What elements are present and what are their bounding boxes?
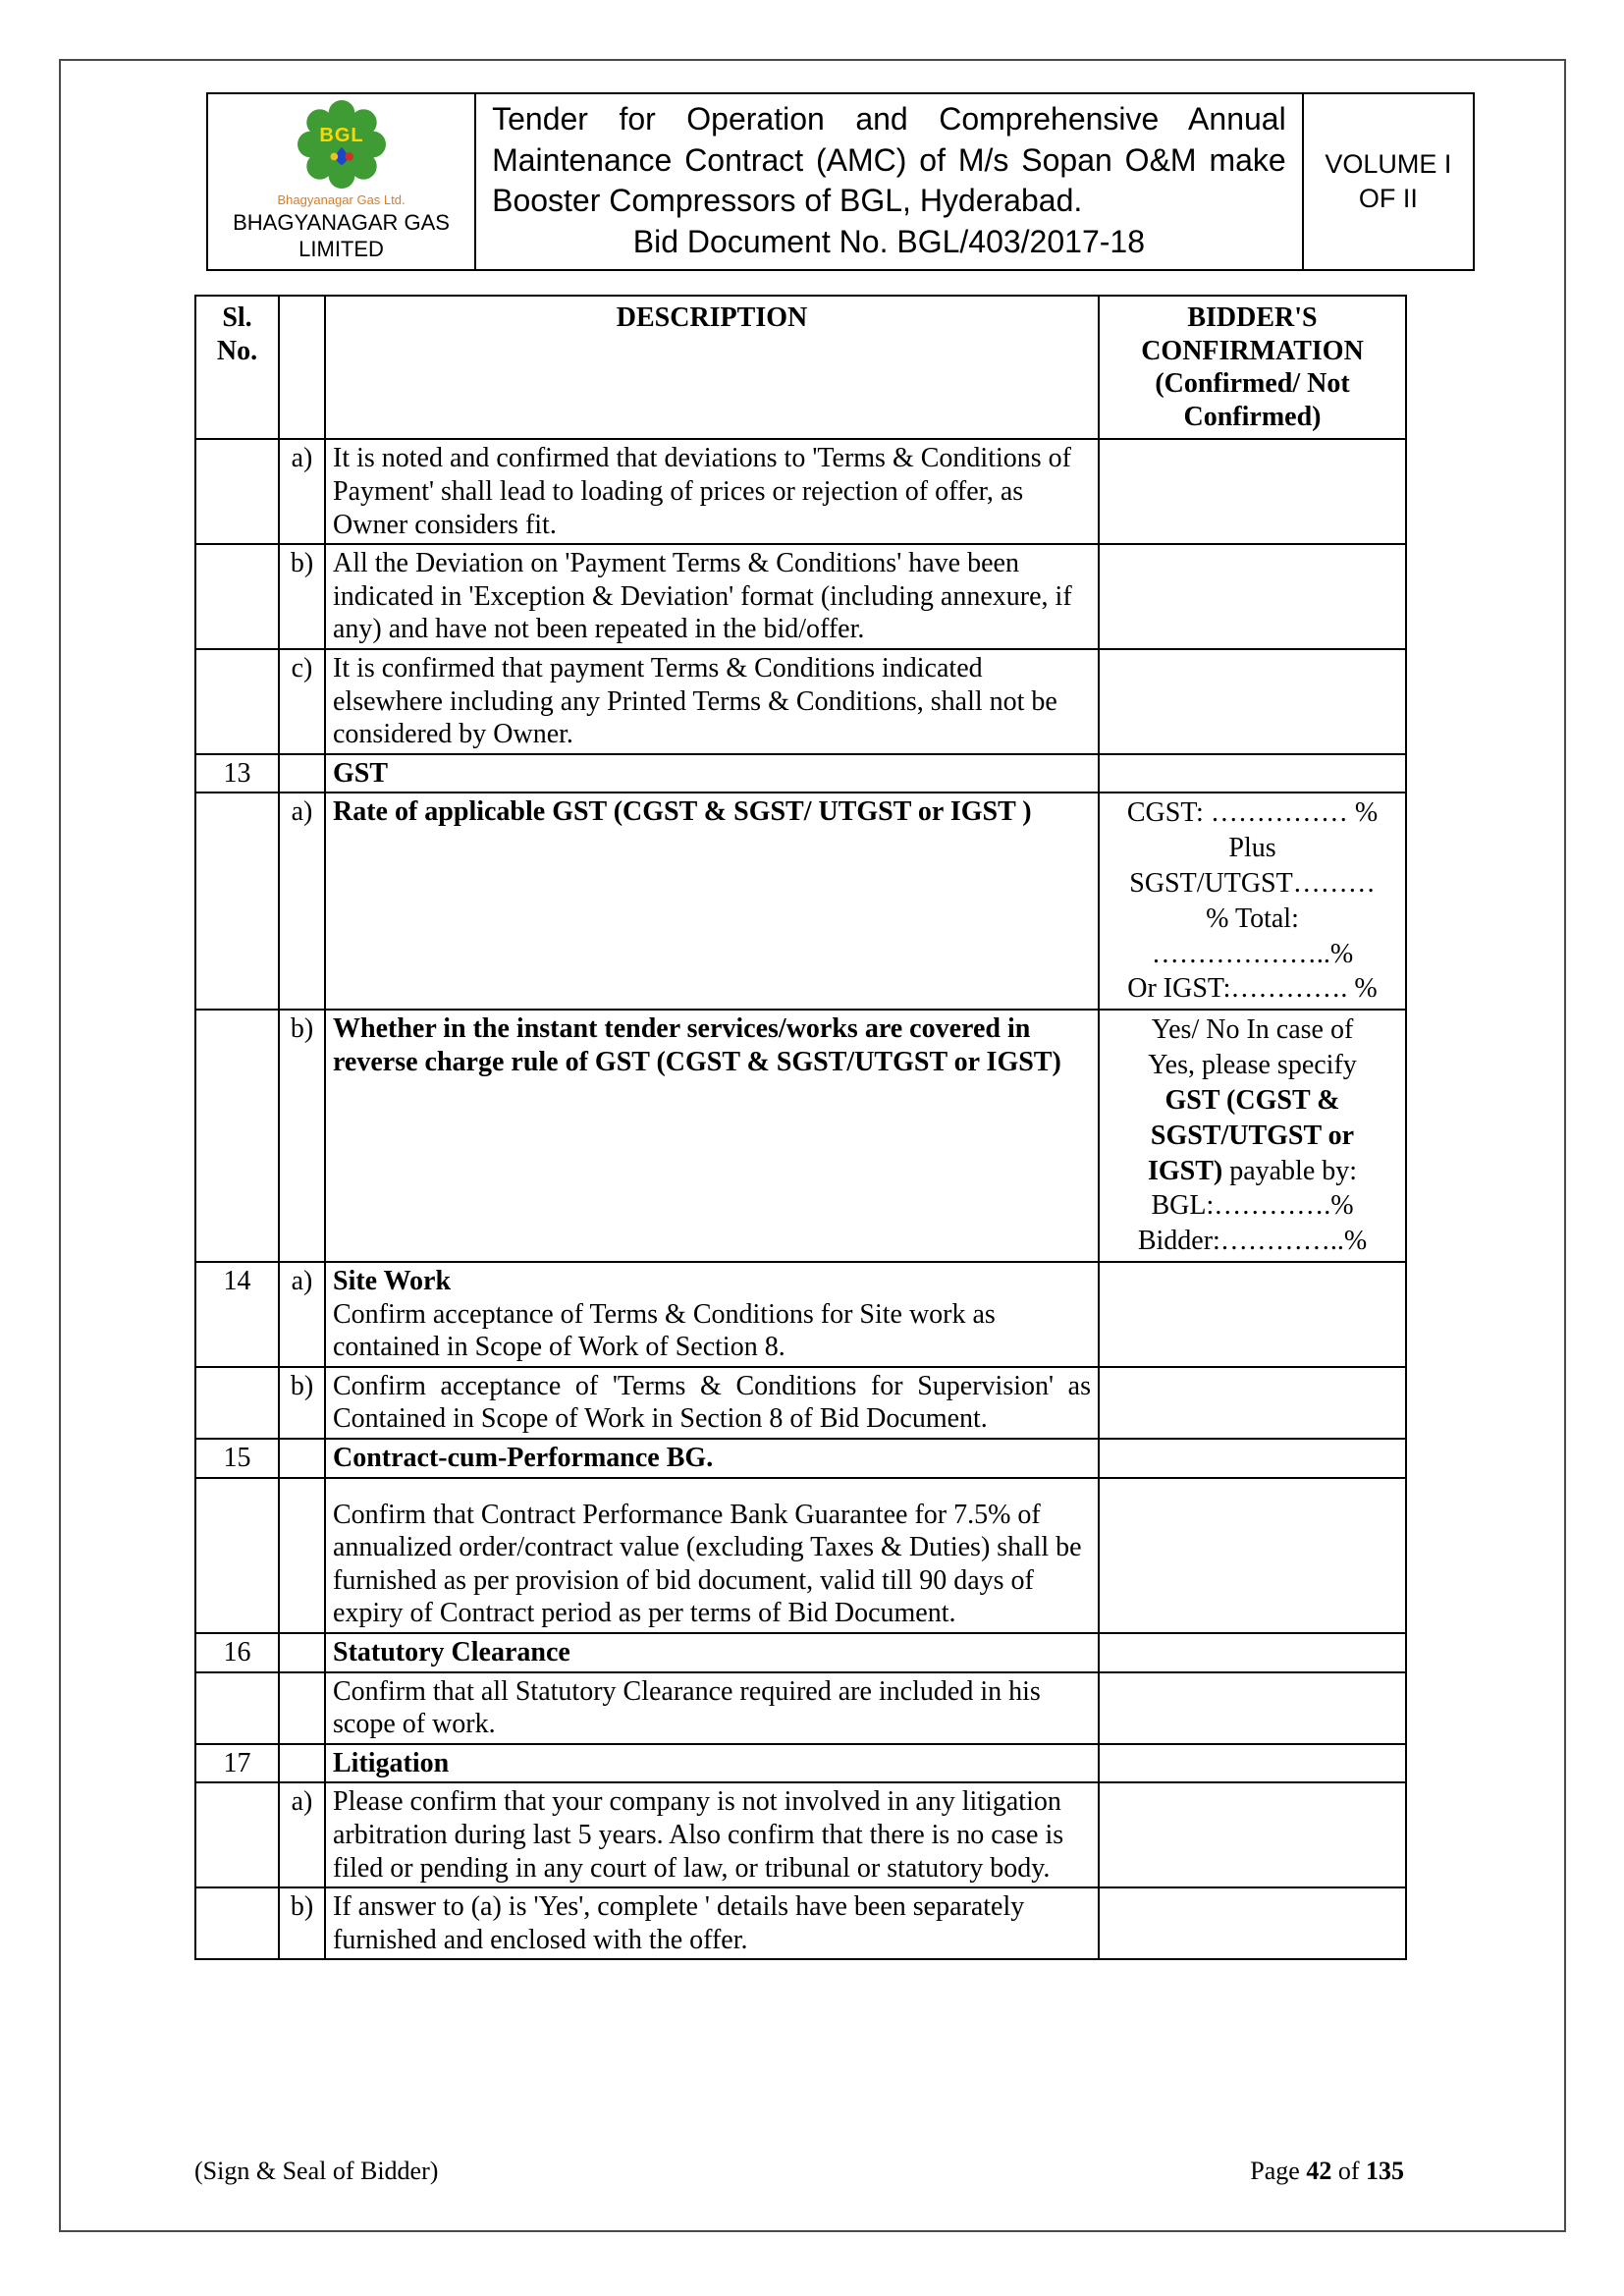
conf-line-rest: payable by: (1222, 1155, 1358, 1186)
description-title: Whether in the instant tender services/works are covered in reverse charge rule of GST (CGST & SGST/UTGST or IGST) (333, 1013, 1061, 1077)
conf-line: Or IGST:…………. % (1127, 973, 1378, 1005)
description-text: It is confirmed that payment Terms & Conditions indicated elsewhere including any Printed Terms & Conditions, shall not be considered by Owner. (333, 652, 1057, 750)
bgl-logo-icon (295, 125, 389, 192)
main-table (194, 295, 1407, 1960)
description-header: DESCRIPTION (325, 296, 1099, 439)
conf-line (1107, 1154, 1398, 1189)
table-row (195, 1633, 1406, 1672)
logo-subtitle: Bhagyanagar Gas Ltd. (277, 192, 406, 207)
description-text: If answer to (a) is 'Yes', complete ' details have been separately furnished and enclosed with the offer. (333, 1891, 1025, 1955)
conf-line: Yes/ No In case of (1151, 1014, 1354, 1046)
letter-cell (279, 1478, 325, 1633)
conf-line-bold-part: IGST) (1147, 1155, 1223, 1186)
confirmation-cell (1099, 1439, 1406, 1478)
description-cell (325, 793, 1099, 1010)
description-cell (325, 754, 1099, 793)
page-total: 135 (1366, 2157, 1404, 2185)
letter-cell (279, 1672, 325, 1744)
table-row (195, 1478, 1406, 1633)
letter-cell (279, 754, 325, 793)
description-cell (325, 1887, 1099, 1959)
logo-cell (208, 94, 476, 269)
table-row (195, 1672, 1406, 1744)
conf-line: Yes, please specify (1148, 1050, 1357, 1081)
confirmation-cell (1099, 1744, 1406, 1783)
letter-header (279, 296, 325, 439)
confirmation-cell (1099, 544, 1406, 649)
sl-cell (195, 544, 279, 649)
sl-cell (195, 1010, 279, 1262)
description-text: Confirm acceptance of 'Terms & Conditions for Supervision' as Contained in Scope of Work in Section 8 of Bid Document. (333, 1370, 1091, 1435)
page-prefix: Page (1250, 2157, 1307, 2185)
letter-cell: b) (279, 1887, 325, 1959)
sl-cell (195, 649, 279, 754)
description-text: Confirm that Contract Performance Bank Guarantee for 7.5% of annualized order/contract value (excluding Taxes & Duties) shall be furnished as per provision of bid document, valid till 90 days of expiry of Contract period as per terms of Bid Document. (333, 1499, 1082, 1629)
volume-line-1: VOLUME I (1325, 148, 1452, 179)
sl-cell (195, 1887, 279, 1959)
sl-cell: 13 (195, 754, 279, 793)
table-row (195, 1010, 1406, 1262)
description-text: Confirm that all Statutory Clearance required are included in his scope of work. (333, 1675, 1041, 1740)
table-row (195, 544, 1406, 649)
description-text: All the Deviation on 'Payment Terms & Conditions' have been indicated in 'Exception & Deviation' format (including annexure, if any) and have not been repeated in the bid/offer. (333, 548, 1072, 645)
description-title: Litigation (333, 1747, 450, 1778)
description-text: Confirm acceptance of Terms & Conditions for Site work as contained in Scope of Work of Section 8. (333, 1298, 996, 1363)
letter-cell (279, 1633, 325, 1672)
sl-cell (195, 439, 279, 544)
table-row (195, 1367, 1406, 1439)
letter-cell (279, 1744, 325, 1783)
table-row (195, 1782, 1406, 1887)
letter-cell: a) (279, 439, 325, 544)
table-row (195, 1262, 1406, 1367)
sl-cell (195, 1478, 279, 1633)
table-row (195, 1887, 1406, 1959)
letter-cell: a) (279, 1262, 325, 1367)
description-title: Statutory Clearance (333, 1637, 570, 1668)
table-row (195, 439, 1406, 544)
conf-line: GST (CGST & (1164, 1084, 1340, 1116)
sl-no-header: Sl. No. (195, 296, 279, 439)
confirmation-cell (1099, 1633, 1406, 1672)
sl-cell: 17 (195, 1744, 279, 1783)
tender-title: Tender for Operation and Comprehensive Annual Maintenance Contract (AMC) of M/s Sopan O&M make Booster Compressors of BGL, Hyderabad. (492, 101, 1286, 219)
table-row (195, 754, 1406, 793)
confirmation-cell (1099, 1782, 1406, 1887)
table-row (195, 649, 1406, 754)
page-indicator (1250, 2157, 1404, 2186)
description-cell (325, 1744, 1099, 1783)
confirmation-cell (1099, 793, 1406, 1010)
description-cell (325, 439, 1099, 544)
sl-cell (195, 1367, 279, 1439)
letter-cell: b) (279, 544, 325, 649)
description-cell (325, 1782, 1099, 1887)
description-text: Please confirm that your company is not involved in any litigation arbitration during last 5 years. Also confirm that there is no case is filed or pending in any court of law, or tribunal or statutory body. (333, 1786, 1064, 1884)
description-title: GST (333, 757, 389, 789)
confirmation-cell (1099, 649, 1406, 754)
letter-cell (279, 1439, 325, 1478)
letter-cell: a) (279, 793, 325, 1010)
volume-line-2: OF II (1358, 183, 1418, 213)
conf-line: SGST/UTGST or (1150, 1120, 1355, 1151)
table-header-row (195, 296, 1406, 439)
conf-line: % Total: (1206, 902, 1299, 934)
description-cell (325, 1672, 1099, 1744)
sl-cell (195, 1782, 279, 1887)
confirmation-cell (1099, 1672, 1406, 1744)
confirmation-header: BIDDER'S CONFIRMATION (Confirmed/ Not Confirmed) (1099, 296, 1406, 439)
sl-cell (195, 793, 279, 1010)
confirmation-cell (1099, 1478, 1406, 1633)
conf-line: SGST/UTGST……… (1129, 867, 1376, 899)
sl-cell: 16 (195, 1633, 279, 1672)
sign-seal-label: (Sign & Seal of Bidder) (194, 2157, 439, 2185)
page-mid: of (1331, 2157, 1366, 2185)
letter-cell: c) (279, 649, 325, 754)
description-cell (325, 649, 1099, 754)
description-title: Rate of applicable GST (CGST & SGST/ UTGST or IGST ) (333, 796, 1032, 828)
bid-doc-no: Bid Document No. BGL/403/2017-18 (632, 223, 1145, 259)
letter-cell: a) (279, 1782, 325, 1887)
sl-cell: 14 (195, 1262, 279, 1367)
conf-line: Bidder:…………..% (1137, 1226, 1368, 1257)
confirmation-cell (1099, 1262, 1406, 1367)
conf-line: ………………..% (1151, 938, 1354, 969)
org-name: BHAGYANAGAR GAS LIMITED (233, 210, 450, 261)
description-title: Site Work (333, 1266, 452, 1297)
table-row (195, 793, 1406, 1010)
sl-cell: 15 (195, 1439, 279, 1478)
description-cell (325, 1010, 1099, 1262)
table-row (195, 1439, 1406, 1478)
description-cell (325, 1633, 1099, 1672)
page-number: 42 (1306, 2157, 1332, 2185)
title-cell (476, 94, 1304, 269)
confirmation-cell (1099, 439, 1406, 544)
confirmation-cell (1099, 1010, 1406, 1262)
description-text: It is noted and confirmed that deviations to 'Terms & Conditions of Payment' shall lead to loading of prices or rejection of offer, as Owner considers fit. (333, 443, 1071, 540)
table-row (195, 1744, 1406, 1783)
confirmation-cell (1099, 754, 1406, 793)
sl-cell (195, 1672, 279, 1744)
description-title: Contract-cum-Performance BG. (333, 1443, 714, 1474)
description-cell (325, 1478, 1099, 1633)
letter-cell: b) (279, 1010, 325, 1262)
header-table (206, 92, 1475, 271)
confirmation-cell (1099, 1367, 1406, 1439)
description-cell (325, 544, 1099, 649)
volume-cell (1304, 94, 1473, 269)
confirmation-cell (1099, 1887, 1406, 1959)
letter-cell: b) (279, 1367, 325, 1439)
description-cell (325, 1367, 1099, 1439)
svg-text:BGL: BGL (318, 125, 364, 147)
description-cell (325, 1439, 1099, 1478)
description-cell (325, 1262, 1099, 1367)
conf-line: BGL:………….% (1151, 1190, 1354, 1222)
conf-line: CGST: …………… % (1126, 797, 1379, 829)
conf-line: Plus (1228, 833, 1276, 864)
